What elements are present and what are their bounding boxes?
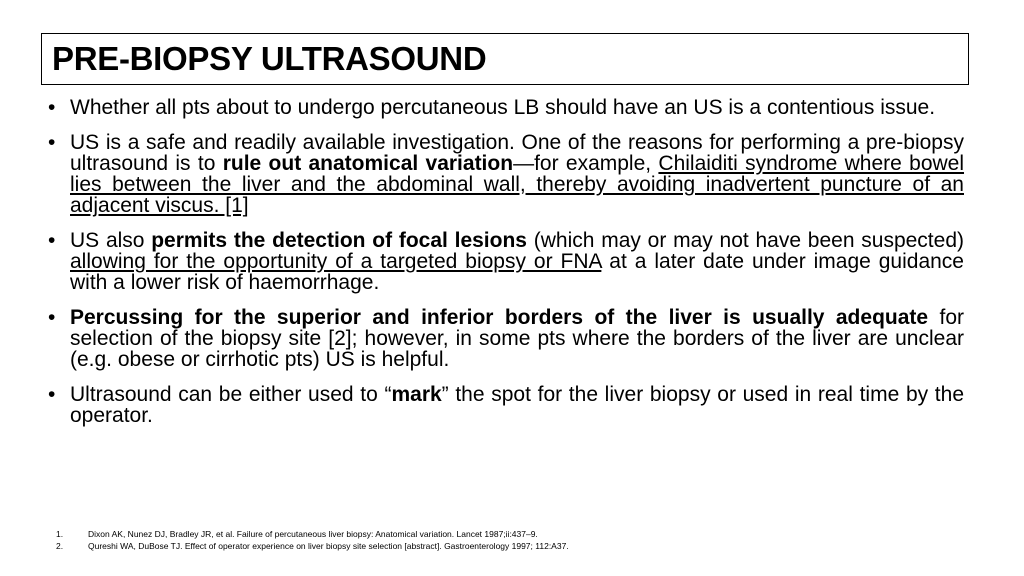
bullet-icon: • [48, 131, 56, 154]
footnote-number: 2. [56, 541, 64, 551]
bullet-icon: • [48, 306, 56, 329]
bullet-text: —for example, [513, 152, 659, 175]
bold-text: Percussing for the superior and inferior borders of the liver is usually adequate [70, 306, 929, 329]
footnote-text: Dixon AK, Nunez DJ, Bradley JR, et al. Failure of percutaneous liver biopsy: Anatomical variation. Lancet 1987;ii:437–9. [88, 529, 538, 539]
footnote-number: 1. [56, 529, 64, 539]
bullet-text: Whether all pts about to undergo percutaneous LB should have an US is a contentious issue. [70, 96, 936, 119]
bullet-icon: • [48, 96, 56, 119]
bold-text: permits the detection of focal lesions [151, 229, 527, 252]
bullet-item [48, 384, 964, 426]
bullet-text: US is a safe and readily available investigation. One of the reasons for performing a pre-biopsy ultrasound is to [70, 131, 964, 175]
title-box [41, 33, 969, 85]
bullet-text: US also [70, 229, 152, 252]
bullet-icon: • [48, 229, 56, 252]
footnote [56, 528, 956, 540]
footnote-text: Qureshi WA, DuBose TJ. Effect of operator experience on liver biopsy site selection [abstract]. Gastroenterology 1997; 112:A37. [88, 541, 569, 551]
bullet-item [48, 307, 964, 370]
bullet-text: Ultrasound can be either used to “ [70, 383, 392, 406]
underlined-text: Chilaiditi syndrome where bowel lies between the liver and the abdominal wall, thereby avoiding inadvertent puncture of an adjacent viscus. [1] [70, 152, 965, 217]
bullet-icon: • [48, 383, 56, 406]
slide-title: PRE-BIOPSY ULTRASOUND [52, 40, 487, 77]
bullet-item [48, 230, 964, 293]
underlined-text: allowing for the opportunity of a targeted biopsy or FNA [70, 250, 602, 273]
bullet-text: ” the spot for the liver biopsy or used in real time by the operator. [70, 383, 964, 427]
bold-text: rule out anatomical variation [222, 152, 514, 175]
bullet-text: (which may or may not have been suspected) [526, 229, 964, 252]
bullet-item [48, 97, 964, 118]
bullet-item [48, 132, 964, 216]
bullet-text: for selection of the biopsy site [2]; however, in some pts where the borders of the liver are unclear (e.g. obese or cirrhotic pts) US is helpful. [70, 306, 964, 371]
footnote [56, 540, 956, 552]
bullet-list [48, 97, 964, 426]
bold-text: mark [391, 383, 442, 406]
bullet-text: at a later date under image guidance with a lower risk of haemorrhage. [70, 250, 964, 294]
footnotes [56, 528, 956, 552]
